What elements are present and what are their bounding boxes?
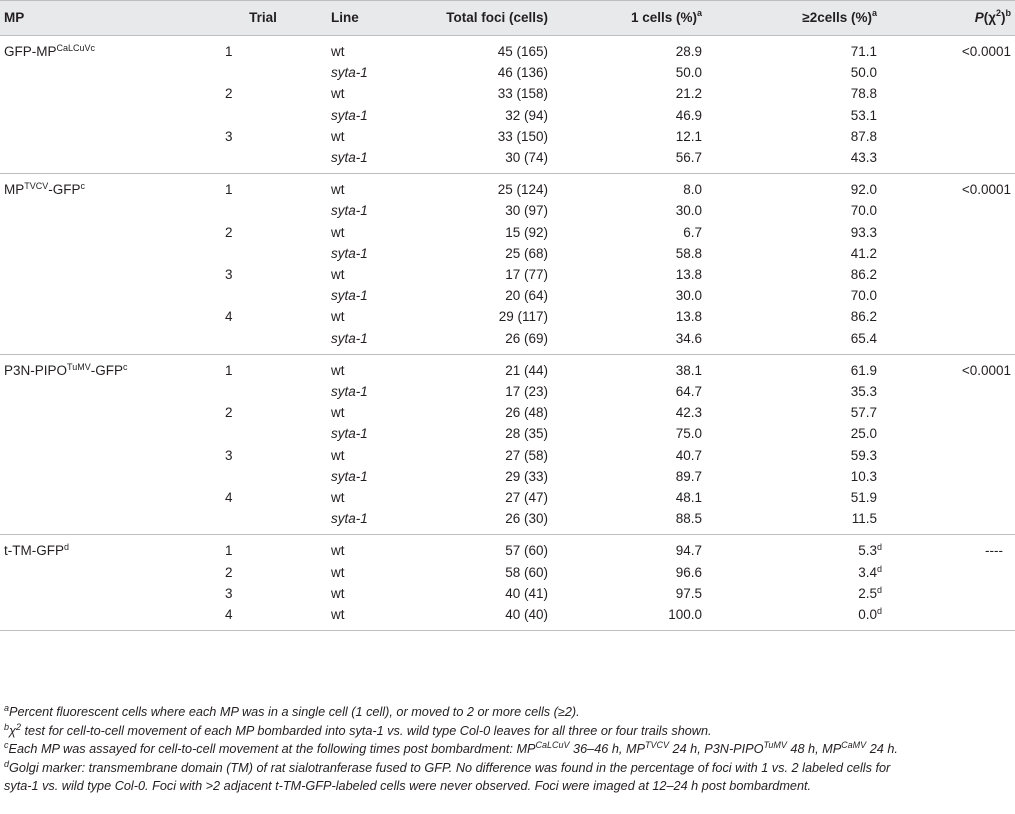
one-cell-pct: 100.0 (668, 607, 702, 623)
line-cell: wt (331, 564, 345, 580)
trial-cell: 3 (225, 128, 233, 144)
p-value-cell (905, 508, 1015, 535)
p-value-cell (905, 487, 1015, 508)
p-value-cell (905, 62, 1015, 83)
one-cell-pct: 38.1 (675, 362, 702, 378)
mp-cell (0, 466, 203, 487)
two-cells-pct: 86.2 (850, 267, 877, 283)
one-cell-pct: 21.2 (675, 86, 702, 102)
trial-cell: 4 (225, 309, 233, 325)
p-value-cell (905, 285, 1015, 306)
p-value-cell (905, 402, 1015, 423)
two-cells-pct: 2.5$^d$ (858, 584, 882, 601)
table-row (0, 402, 1015, 423)
mp-cell (0, 487, 203, 508)
p-value-cell: <0.0001 (961, 44, 1011, 59)
one-cell-pct: 13.8 (675, 267, 702, 283)
footnote-b: $^b\chi^2$ test for cell-to-cell movement of each MP bombarded into syta-1 vs. wild type Col-0 leaves for all three or four trails shown. (4, 721, 712, 738)
two-cells-pct: 51.9 (850, 490, 877, 506)
footnote-d: $^d$Golgi marker: transmembrane domain (TM) of rat sialotranferase fused to GFP. No difference was found in the percentage of foci with 1 vs. 2 labeled cells for (4, 758, 891, 775)
trial-cell (203, 62, 323, 83)
trial-cell: 3 (225, 585, 233, 601)
total-foci-cell: 46 (136) (497, 65, 548, 81)
line-cell: wt (331, 405, 345, 421)
line-cell: syta-1 (331, 426, 368, 442)
line-cell: syta-1 (331, 384, 368, 400)
line-cell: wt (331, 585, 345, 601)
two-cells-pct: 92.0 (850, 182, 877, 198)
two-cells-pct: 71.1 (850, 44, 877, 59)
two-cells-pct: 25.0 (850, 426, 877, 442)
trial-cell: 1 (225, 362, 233, 378)
header-one-cell: 1 cells (%)$^a$ (570, 1, 730, 36)
line-cell: syta-1 (331, 65, 368, 81)
line-cell: wt (331, 309, 345, 325)
mp-cell (0, 508, 203, 535)
p-value-cell (905, 604, 1015, 631)
mp-cell: $MP^{TVCV}-GFP^c$ (4, 181, 86, 198)
table-header (0, 1, 1015, 36)
two-cells-pct: 43.3 (850, 150, 877, 166)
total-foci-cell: 17 (77) (505, 267, 548, 283)
table-row (0, 264, 1015, 285)
trial-cell: 2 (225, 224, 233, 240)
mp-cell (0, 105, 203, 126)
line-cell: wt (331, 182, 345, 198)
mp-cell (0, 264, 203, 285)
one-cell-pct: 50.0 (675, 65, 702, 81)
one-cell-pct: 42.3 (675, 405, 702, 421)
trial-cell (203, 508, 323, 535)
header-mp: MP (0, 1, 203, 36)
p-value-cell (905, 381, 1015, 402)
p-value-cell: <0.0001 (961, 362, 1011, 378)
two-cells-pct: 87.8 (850, 128, 877, 144)
one-cell-pct: 12.1 (675, 128, 702, 144)
one-cell-pct: 6.7 (683, 224, 702, 240)
table-row (0, 105, 1015, 126)
two-cells-pct: 0.0$^d$ (858, 606, 882, 623)
two-cells-pct: 35.3 (850, 384, 877, 400)
total-foci-cell: 40 (41) (505, 585, 548, 601)
trial-cell: 4 (225, 607, 233, 623)
line-cell: wt (331, 224, 345, 240)
p-value-cell (905, 83, 1015, 104)
trial-cell (203, 285, 323, 306)
line-cell: wt (331, 362, 345, 378)
one-cell-pct: 40.7 (675, 447, 702, 463)
table-row (0, 604, 1015, 631)
mp-cell (0, 445, 203, 466)
mp-cell: GFP-$MP^{CaLCuVc}$ (4, 43, 96, 59)
mp-cell: t-TM-GFP$^d$ (4, 542, 70, 559)
trial-cell (203, 466, 323, 487)
total-foci-cell: 27 (47) (505, 490, 548, 506)
mp-cell (0, 583, 203, 604)
trial-cell (203, 243, 323, 264)
footnote-a: $^a$Percent fluorescent cells where each MP was in a single cell (1 cell), or moved to 2 or more cells (≥2). (4, 703, 580, 719)
total-foci-cell: 33 (150) (497, 128, 548, 144)
line-cell: wt (331, 490, 345, 506)
p-value-cell (905, 583, 1015, 604)
one-cell-pct: 34.6 (675, 330, 702, 346)
total-foci-cell: 58 (60) (505, 564, 548, 580)
line-cell: syta-1 (331, 330, 368, 346)
table-row (0, 328, 1015, 355)
table-row (0, 508, 1015, 535)
mp-cell (0, 62, 203, 83)
table-row (0, 466, 1015, 487)
trial-cell (203, 105, 323, 126)
p-value-cell (905, 147, 1015, 174)
two-cells-pct: 59.3 (850, 447, 877, 463)
mp-cell (0, 423, 203, 444)
header-total-foci: Total foci (cells) (435, 1, 570, 36)
trial-cell: 1 (225, 543, 233, 559)
one-cell-pct: 75.0 (675, 426, 702, 442)
one-cell-pct: 88.5 (675, 511, 702, 527)
table-row (0, 306, 1015, 327)
mp-cell (0, 381, 203, 402)
total-foci-cell: 29 (33) (505, 468, 548, 484)
trial-cell: 2 (225, 405, 233, 421)
total-foci-cell: 27 (58) (505, 447, 548, 463)
table-footnotes (4, 703, 1009, 796)
header-two-cells: ≥2cells (%)$^a$ (730, 1, 905, 36)
total-foci-cell: 33 (158) (497, 86, 548, 102)
table-row (0, 487, 1015, 508)
p-value-cell (905, 105, 1015, 126)
total-foci-cell: 30 (74) (505, 150, 548, 166)
header-line: Line (323, 1, 435, 36)
two-cells-pct: 70.0 (850, 203, 877, 219)
mp-cell (0, 402, 203, 423)
table-row (0, 562, 1015, 583)
line-cell: syta-1 (331, 288, 368, 304)
one-cell-pct: 89.7 (675, 468, 702, 484)
total-foci-cell: 25 (68) (505, 245, 548, 261)
total-foci-cell: 32 (94) (505, 107, 548, 123)
p-value-cell (905, 423, 1015, 444)
line-cell: wt (331, 128, 345, 144)
two-cells-pct: 10.3 (850, 468, 877, 484)
mp-cell (0, 126, 203, 147)
two-cells-pct: 78.8 (850, 86, 877, 102)
one-cell-pct: 64.7 (675, 384, 702, 400)
table-row (0, 243, 1015, 264)
header-trial: Trial (203, 1, 323, 36)
trial-cell: 2 (225, 564, 233, 580)
p-value-cell (905, 243, 1015, 264)
two-cells-pct: 5.3$^d$ (858, 542, 882, 559)
table-row (0, 285, 1015, 306)
table-row (0, 83, 1015, 104)
line-cell: syta-1 (331, 245, 368, 261)
total-foci-cell: 29 (117) (498, 309, 548, 325)
trial-cell: 1 (225, 44, 233, 59)
one-cell-pct: 46.9 (675, 107, 702, 123)
total-foci-cell: 21 (44) (505, 362, 548, 378)
trial-cell: 4 (225, 490, 233, 506)
two-cells-pct: 86.2 (850, 309, 877, 325)
table-row (0, 200, 1015, 221)
one-cell-pct: 8.0 (683, 182, 702, 198)
p-value-cell (905, 264, 1015, 285)
total-foci-cell: 30 (97) (505, 203, 548, 219)
two-cells-pct: 41.2 (850, 245, 877, 261)
one-cell-pct: 56.7 (675, 150, 702, 166)
total-foci-cell: 57 (60) (505, 543, 548, 559)
two-cells-pct: 70.0 (850, 288, 877, 304)
p-value-cell (905, 328, 1015, 355)
trial-cell: 1 (225, 182, 233, 198)
line-cell: syta-1 (331, 468, 368, 484)
one-cell-pct: 30.0 (675, 203, 702, 219)
mp-cell (0, 200, 203, 221)
total-foci-cell: 26 (48) (505, 405, 548, 421)
table-body (0, 36, 1015, 631)
p-value-cell (905, 445, 1015, 466)
two-cells-pct: 93.3 (850, 224, 877, 240)
trial-cell (203, 381, 323, 402)
header-p-value: $P(\chi^2)^b$ (905, 1, 1015, 36)
two-cells-pct: 61.9 (850, 362, 877, 378)
line-cell: wt (331, 607, 345, 623)
two-cells-pct: 11.5 (851, 511, 877, 527)
trial-cell (203, 147, 323, 174)
p-value-cell (905, 200, 1015, 221)
table-row (0, 445, 1015, 466)
table-row (0, 126, 1015, 147)
table-row (0, 381, 1015, 402)
trial-cell: 3 (225, 447, 233, 463)
total-foci-cell: 26 (30) (505, 511, 548, 527)
total-foci-cell: 15 (92) (505, 224, 548, 240)
table-row (0, 174, 1015, 201)
line-cell: wt (331, 86, 345, 102)
table-row (0, 583, 1015, 604)
two-cells-pct: 57.7 (850, 405, 877, 421)
mp-cell (0, 222, 203, 243)
line-cell: syta-1 (331, 150, 368, 166)
p-value-cell: <0.0001 (961, 182, 1011, 198)
trial-cell: 2 (225, 86, 233, 102)
line-cell: wt (331, 44, 345, 59)
table-row (0, 423, 1015, 444)
p-value-cell: ---- (985, 543, 1003, 559)
one-cell-pct: 48.1 (675, 490, 702, 506)
p-value-cell (905, 222, 1015, 243)
mp-cell (0, 147, 203, 174)
footnote-c: $^c$Each MP was assayed for cell-to-cell movement at the following times post bombardment: $MP^{CaLCuV}$ 36–46 h, $MP^{TVCV}$ 24 h, $P3N-PIPO^{TuMV}$ 48 h, $MP^{CaMV}$ 24 h. (4, 740, 898, 756)
p-value-cell (905, 126, 1015, 147)
mp-cell (0, 604, 203, 631)
footnote-d-continued: syta-1 vs. wild type Col-0. Foci with >2 adjacent t-TM-GFP-labeled cells were never observed. Foci were imaged at 12–24 h post bombardment. (4, 779, 812, 793)
table-row (0, 62, 1015, 83)
total-foci-cell: 40 (40) (505, 607, 548, 623)
two-cells-pct: 50.0 (850, 65, 877, 81)
p-value-cell (905, 562, 1015, 583)
one-cell-pct: 28.9 (675, 44, 702, 59)
one-cell-pct: 13.8 (675, 309, 702, 325)
table-row (0, 354, 1015, 381)
two-cells-pct: 3.4$^d$ (858, 563, 882, 580)
trial-cell: 3 (225, 267, 233, 283)
total-foci-cell: 17 (23) (505, 384, 548, 400)
one-cell-pct: 97.5 (675, 585, 702, 601)
line-cell: syta-1 (331, 107, 368, 123)
p-value-cell (905, 306, 1015, 327)
total-foci-cell: 28 (35) (505, 426, 548, 442)
total-foci-cell: 26 (69) (505, 330, 548, 346)
line-cell: wt (331, 543, 345, 559)
table-row (0, 36, 1015, 63)
two-cells-pct: 65.4 (850, 330, 877, 346)
mp-cell (0, 83, 203, 104)
total-foci-cell: 25 (124) (497, 182, 548, 198)
one-cell-pct: 94.7 (675, 543, 702, 559)
two-cells-pct: 53.1 (850, 107, 877, 123)
p-value-cell (905, 466, 1015, 487)
total-foci-cell: 45 (165) (497, 44, 548, 59)
one-cell-pct: 58.8 (675, 245, 702, 261)
one-cell-pct: 30.0 (675, 288, 702, 304)
mp-cell (0, 243, 203, 264)
mp-cell: $P3N-PIPO^{TuMV}-GFP^c$ (4, 361, 128, 378)
table-row (0, 535, 1015, 562)
table-row (0, 147, 1015, 174)
line-cell: wt (331, 267, 345, 283)
total-foci-cell: 20 (64) (505, 288, 548, 304)
trial-cell (203, 328, 323, 355)
one-cell-pct: 96.6 (675, 564, 702, 580)
mp-cell (0, 562, 203, 583)
trial-cell (203, 200, 323, 221)
line-cell: wt (331, 447, 345, 463)
mp-cell (0, 306, 203, 327)
line-cell: syta-1 (331, 203, 368, 219)
mp-cell (0, 285, 203, 306)
trial-cell (203, 423, 323, 444)
mp-cell (0, 328, 203, 355)
table-row (0, 222, 1015, 243)
line-cell: syta-1 (331, 511, 368, 527)
